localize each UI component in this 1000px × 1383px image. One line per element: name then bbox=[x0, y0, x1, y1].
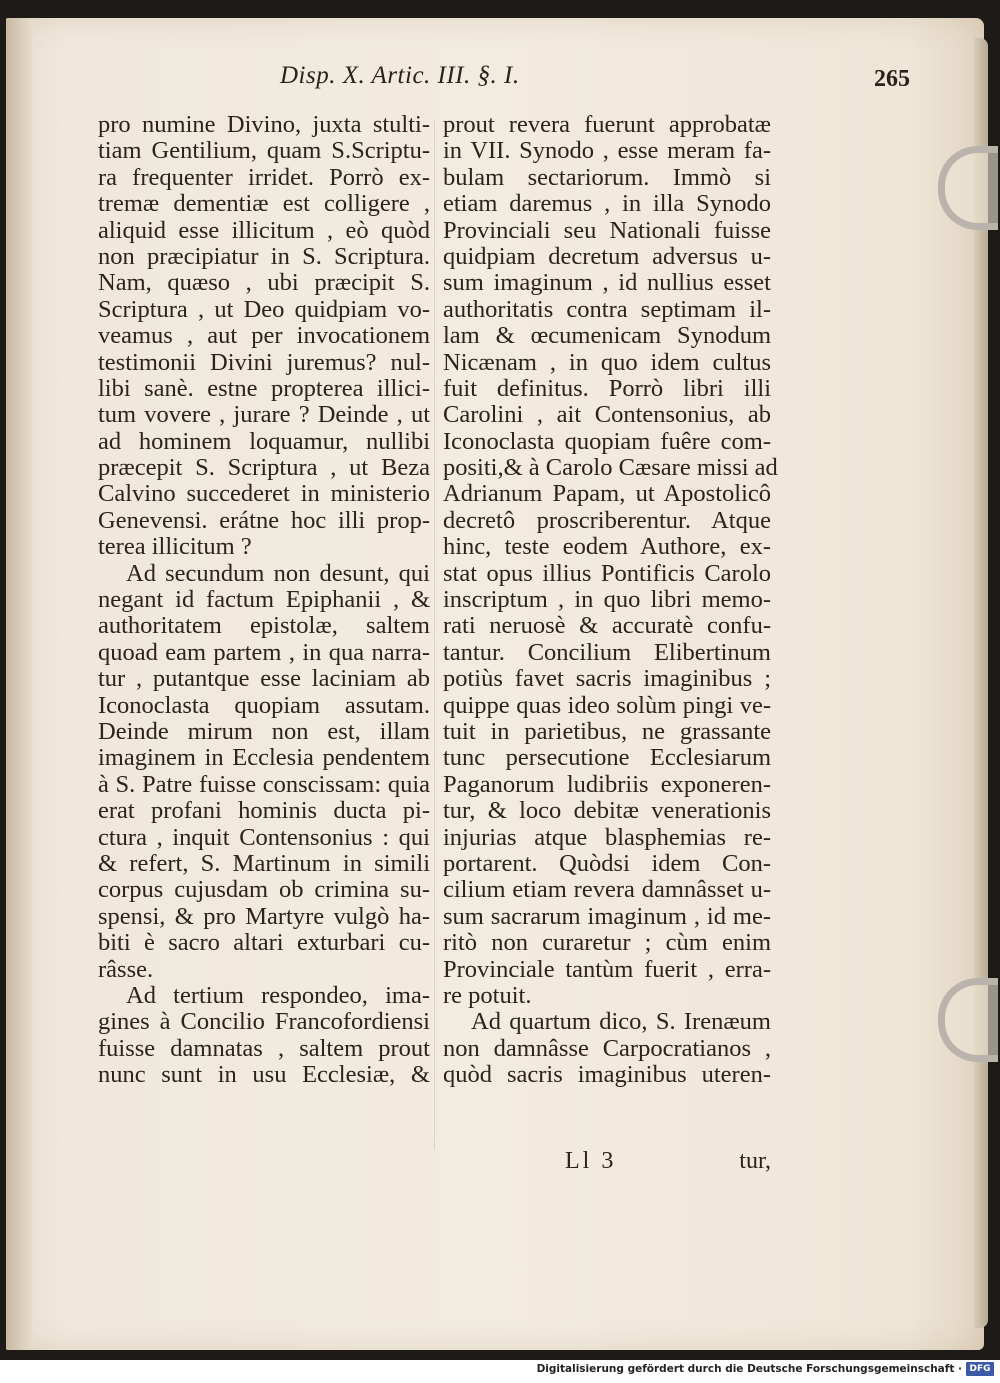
left-column-text-line: imaginem in Ecclesia pendentem bbox=[98, 744, 430, 772]
right-column-text-line: injurias atque blasphemias re- bbox=[443, 823, 771, 851]
left-column-text-line: authoritatem epistolæ, saltem bbox=[98, 612, 430, 640]
right-column-text-line: tuit in parietibus, ne grassante bbox=[443, 717, 771, 745]
right-column-text-line: cilium etiam revera damnâsset u- bbox=[443, 876, 771, 904]
right-column-text-line: Provinciali seu Nationali fuisse bbox=[443, 216, 771, 244]
left-column-text-line: gines à Concilio Francofordiensi bbox=[98, 1008, 430, 1036]
left-column-text-line: nunc sunt in usu Ecclesiæ, & bbox=[98, 1061, 430, 1089]
right-column-text-line: tantur. Concilium Elibertinum bbox=[443, 638, 771, 666]
left-column-text-line: veamus , aut per invocationem bbox=[98, 322, 430, 350]
right-column-text-line: Paganorum ludibriis exponeren- bbox=[443, 770, 771, 798]
right-column-text-line: prout revera fuerunt approbatæ bbox=[443, 111, 771, 138]
right-column-text-line: fuit definitus. Porrò libri illi bbox=[443, 374, 771, 402]
left-column-text-line: corpus cujusdam ob crimina su- bbox=[98, 876, 430, 904]
running-title: Disp. X. Artic. III. §. I. bbox=[280, 62, 520, 89]
left-column-text-line: testimonii Divini juremus? nul- bbox=[98, 348, 430, 376]
right-column-text-line: stat opus illius Pontificis Carolo bbox=[443, 559, 771, 587]
right-column-text-line: Carolini , ait Contensonius, ab bbox=[443, 401, 771, 429]
right-column-text-line: etiam daremus , in illa Synodo bbox=[443, 190, 771, 218]
left-column-text-line: libi sanè. estne propterea illici- bbox=[98, 374, 430, 402]
left-column-text-line: à S. Patre fuisse conscissam: quia bbox=[98, 770, 430, 798]
right-column-text-line: Ad quartum dico, S. Irenæum bbox=[471, 1008, 771, 1036]
left-column-text-line: Ad secundum non desunt, qui bbox=[126, 559, 430, 587]
left-column-text-line: Ad tertium respondeo, ima- bbox=[126, 981, 430, 1009]
dfg-logo: DFG bbox=[966, 1362, 994, 1376]
right-column-text-line: Nicænam , in quo idem cultus bbox=[443, 348, 771, 376]
right-column-text-line: Iconoclasta quopiam fuêre com- bbox=[443, 427, 771, 455]
left-column-text-line: râsse. bbox=[98, 955, 154, 983]
signature-mark: Ll 3 bbox=[565, 1148, 617, 1174]
right-column-text-line: ritò non curaretur ; cùm enim bbox=[443, 929, 771, 957]
right-column-text-line: hinc, teste eodem Authore, ex- bbox=[443, 533, 771, 561]
right-column-text-line: Adrianum Papam, ut Apostolicô bbox=[443, 480, 771, 508]
right-column-text-line: in VII. Synodo , esse meram fa- bbox=[443, 137, 771, 165]
left-column-text-line: tiam Gentilium, quam S.Scriptu- bbox=[98, 137, 430, 165]
left-column-text-line: non præcipiatur in S. Scriptura. bbox=[98, 242, 430, 270]
left-column-text-line: aliquid esse illicitum , eò quòd bbox=[98, 216, 430, 244]
left-column-text-line: pro numine Divino, juxta stulti- bbox=[98, 111, 430, 138]
left-column-text-line: tum vovere , jurare ? Deinde , ut bbox=[98, 401, 430, 429]
left-column-text-line: negant id factum Epiphanii , & bbox=[98, 586, 430, 614]
left-column-text-line: erat profani hominis ducta pi- bbox=[98, 797, 430, 825]
left-column-text-line: ad hominem loquamur, nullibi bbox=[98, 427, 430, 455]
left-column-text-line: Deinde mirum non est, illam bbox=[98, 717, 430, 745]
page-footer bbox=[443, 1148, 771, 1178]
left-column-text-line: Genevensi. erátne hoc illi prop- bbox=[98, 506, 430, 534]
right-column-text-line: tur, & loco debitæ venerationis bbox=[443, 797, 771, 825]
right-column-text-line: decretô proscriberentur. Atque bbox=[443, 506, 771, 534]
left-column-text-line: spensi, & pro Martyre vulgò ha- bbox=[98, 902, 430, 930]
right-column-text-line: portarent. Quòdsi idem Con- bbox=[443, 849, 771, 877]
left-column-text-line: terea illicitum ? bbox=[98, 533, 252, 561]
right-column-text-line: sum sacrarum imaginum , id me- bbox=[443, 902, 771, 930]
right-column-text-line: Provinciale tantùm fuerit , erra- bbox=[443, 955, 771, 983]
left-column-text-line: præcepit S. Scriptura , ut Beza bbox=[98, 454, 430, 482]
left-column-text-line: Scriptura , ut Deo quidpiam vo- bbox=[98, 295, 430, 323]
right-column-text-line: quippe quas ideo solùm pingi ve- bbox=[443, 691, 771, 719]
left-column-text-line: tur , putantque esse laciniam ab bbox=[98, 665, 430, 693]
left-column-text-line: quoad eam partem , in qua narra- bbox=[98, 638, 430, 666]
left-column-text-line: Calvino succederet in ministerio bbox=[98, 480, 430, 508]
left-column-text-line: & refert, S. Martinum in simili bbox=[98, 849, 430, 877]
page-edge bbox=[974, 38, 988, 1328]
right-column-text-line: sum imaginum , id nullius esset bbox=[443, 269, 771, 297]
page-gutter bbox=[6, 18, 32, 1350]
right-column-text-line: bulam sectariorum. Immò si bbox=[443, 163, 771, 191]
right-column-text-line: re potuit. bbox=[443, 981, 532, 1009]
right-column-text-line: rati neruosè & accuratè confu- bbox=[443, 612, 771, 640]
column-divider bbox=[434, 120, 435, 1150]
right-column-text-line: inscriptum , in quo libri memo- bbox=[443, 586, 771, 614]
running-header bbox=[270, 54, 910, 98]
right-column-text-line: non damnâsse Carpocratianos , bbox=[443, 1034, 771, 1062]
left-column-text-line: ctura , inquit Contensonius : qui bbox=[98, 823, 430, 851]
digitization-credit: Digitalisierung gefördert durch die Deutsche Forschungsgemeinschaft · bbox=[536, 1363, 962, 1375]
right-column-text-line: positi,& à Carolo Cæsare missi ad bbox=[443, 454, 778, 482]
right-column-text-line: quidpiam decretum adversus u- bbox=[443, 242, 771, 270]
right-text-column bbox=[443, 111, 778, 1089]
catchword: tur, bbox=[739, 1148, 771, 1174]
right-column-text-line: potiùs favet sacris imaginibus ; bbox=[443, 665, 771, 693]
page-number: 265 bbox=[874, 66, 910, 92]
right-column-text-line: tunc persecutione Ecclesiarum bbox=[443, 744, 771, 772]
right-column-text-line: lam & œcumenicam Synodum bbox=[443, 322, 771, 350]
left-column-text-line: Iconoclasta quopiam assutam. bbox=[98, 691, 430, 719]
right-column-text-line: authoritatis contra septimam il- bbox=[443, 295, 771, 323]
right-column-text-line: quòd sacris imaginibus uteren- bbox=[443, 1061, 771, 1089]
left-column-text-line: tremæ dementiæ est colligere , bbox=[98, 190, 430, 218]
page-clip-bottom bbox=[938, 978, 998, 1062]
left-column-text-line: ra frequenter irridet. Porrò ex- bbox=[98, 163, 430, 191]
left-column-text-line: Nam, quæso , ubi præcipit S. bbox=[98, 269, 430, 297]
page-clip-top bbox=[938, 146, 998, 230]
left-column-text-line: biti è sacro altari exturbari cu- bbox=[98, 929, 430, 957]
left-column-text-line: fuisse damnatas , saltem prout bbox=[98, 1034, 430, 1062]
left-text-column bbox=[98, 112, 430, 1088]
